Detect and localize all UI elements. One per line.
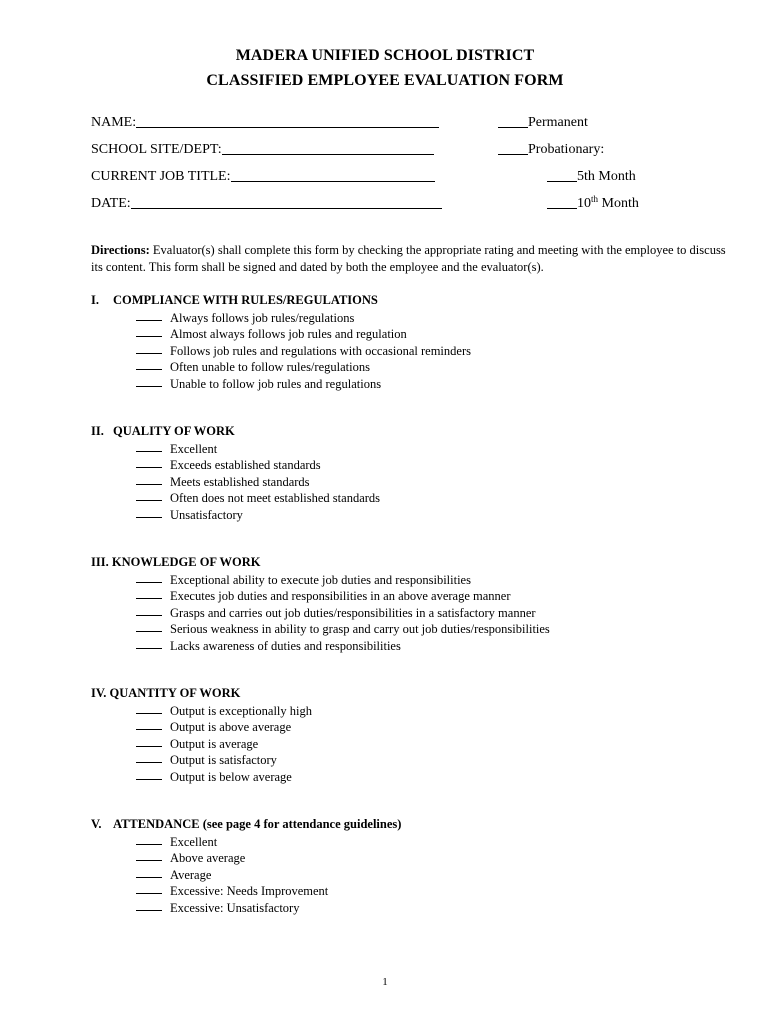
rating-blank[interactable] <box>136 718 162 730</box>
job-title-label: CURRENT JOB TITLE: <box>91 169 231 184</box>
date-label: DATE: <box>91 196 131 211</box>
tenth-month-word: Month <box>598 196 639 211</box>
date-blank[interactable] <box>131 194 442 209</box>
section-title: QUALITY OF WORK <box>113 424 235 438</box>
rating-label: Excessive: Unsatisfactory <box>170 900 300 915</box>
rating-label: Serious weakness in ability to grasp and carry out job duties/responsibilities <box>170 622 550 636</box>
rating-blank[interactable] <box>136 751 162 763</box>
rating-blank[interactable] <box>136 882 162 894</box>
rating-blank[interactable] <box>136 768 162 780</box>
rating-label: Output is satisfactory <box>170 753 277 767</box>
page-number: 1 <box>382 976 388 988</box>
section-number: III. <box>91 555 109 569</box>
section-quantity <box>91 685 731 784</box>
section-compliance <box>91 292 731 391</box>
rating-label: Output is above average <box>170 720 292 734</box>
section-title: COMPLIANCE WITH RULES/REGULATIONS <box>113 293 378 307</box>
rating-option[interactable] <box>91 309 731 326</box>
rating-blank[interactable] <box>136 620 162 632</box>
tenth-month-number: 10 <box>577 196 591 211</box>
rating-option[interactable] <box>91 718 731 735</box>
rating-label: Grasps and carries out job duties/responsibilities in a satisfactory manner <box>170 605 536 620</box>
rating-blank[interactable] <box>136 375 162 387</box>
rating-option[interactable] <box>91 489 731 506</box>
rating-blank[interactable] <box>136 833 162 845</box>
rating-blank[interactable] <box>136 440 162 452</box>
section-heading <box>91 685 731 702</box>
rating-option[interactable] <box>91 440 731 457</box>
rating-label: Exceeds established standards <box>170 458 321 472</box>
rating-blank[interactable] <box>136 637 162 649</box>
rating-label: Unsatisfactory <box>170 507 243 522</box>
rating-blank[interactable] <box>136 506 162 518</box>
rating-option[interactable] <box>91 735 731 752</box>
rating-option[interactable] <box>91 620 731 637</box>
job-title-blank[interactable] <box>231 167 435 182</box>
probationary-label: Probationary: <box>528 142 605 157</box>
rating-blank[interactable] <box>136 473 162 485</box>
rating-label: Average <box>170 867 212 882</box>
school-site-label: SCHOOL SITE/DEPT: <box>91 142 222 157</box>
section-heading <box>91 292 731 309</box>
rating-blank[interactable] <box>136 702 162 714</box>
name-field[interactable] <box>91 113 439 131</box>
section-heading <box>91 423 731 440</box>
rating-label: Exceptional ability to execute job duties and responsibilities <box>170 572 471 587</box>
section-number: IV. <box>91 686 107 700</box>
rating-option[interactable] <box>91 325 731 342</box>
rating-label: Always follows job rules/regulations <box>170 310 355 325</box>
permanent-option[interactable] <box>498 113 588 131</box>
rating-blank[interactable] <box>136 849 162 861</box>
rating-label: Output is below average <box>170 769 292 784</box>
name-blank[interactable] <box>136 113 439 128</box>
rating-blank[interactable] <box>136 489 162 501</box>
section-quality <box>91 423 731 522</box>
rating-option[interactable] <box>91 833 731 850</box>
job-title-field[interactable] <box>91 167 435 185</box>
rating-label: Excellent <box>170 441 218 456</box>
rating-blank[interactable] <box>136 358 162 370</box>
rating-blank[interactable] <box>136 456 162 468</box>
name-label: NAME: <box>91 115 137 130</box>
rating-label: Often does not meet established standards <box>170 491 381 505</box>
rating-option[interactable] <box>91 637 731 654</box>
directions-label: Directions: <box>91 243 150 257</box>
rating-blank[interactable] <box>136 735 162 747</box>
rating-label: Often unable to follow rules/regulations <box>170 360 370 374</box>
fifth-month-option[interactable] <box>547 167 636 185</box>
rating-option[interactable] <box>91 358 731 375</box>
rating-blank[interactable] <box>136 571 162 583</box>
rating-label: Excessive: Needs Improvement <box>170 884 329 898</box>
rating-label: Excellent <box>170 834 218 849</box>
permanent-blank[interactable] <box>498 113 528 128</box>
school-site-blank[interactable] <box>222 140 434 155</box>
rating-label: Unable to follow job rules and regulations <box>170 376 382 391</box>
section-title: ATTENDANCE (see page 4 for attendance guidelines) <box>113 817 402 831</box>
rating-blank[interactable] <box>136 342 162 354</box>
rating-label: Follows job rules and regulations with occasional reminders <box>170 343 471 358</box>
rating-option[interactable] <box>91 702 731 719</box>
section-heading <box>91 816 731 833</box>
rating-blank[interactable] <box>136 587 162 599</box>
section-attendance <box>91 816 731 915</box>
probationary-blank[interactable] <box>498 140 528 155</box>
rating-option[interactable] <box>91 849 731 866</box>
rating-option[interactable] <box>91 571 731 588</box>
section-number: V. <box>91 817 102 831</box>
rating-option[interactable] <box>91 506 731 523</box>
rating-option[interactable] <box>91 587 731 604</box>
rating-blank[interactable] <box>136 309 162 321</box>
rating-label: Above average <box>170 851 246 865</box>
district-title: MADERA UNIFIED SCHOOL DISTRICT <box>235 47 535 64</box>
rating-blank[interactable] <box>136 866 162 878</box>
rating-option[interactable] <box>91 768 731 785</box>
tenth-month-blank[interactable] <box>547 194 577 209</box>
section-title: KNOWLEDGE OF WORK <box>111 555 261 569</box>
section-heading <box>91 554 731 571</box>
directions-paragraph <box>91 242 731 275</box>
rating-option[interactable] <box>91 473 731 490</box>
rating-label: Lacks awareness of duties and responsibilities <box>170 638 401 653</box>
section-number: I. <box>91 293 99 307</box>
tenth-month-option[interactable] <box>547 194 639 212</box>
permanent-label: Permanent <box>528 115 588 130</box>
rating-option[interactable] <box>91 604 731 621</box>
section-knowledge <box>91 554 731 653</box>
rating-option[interactable] <box>91 342 731 359</box>
section-title: QUANTITY OF WORK <box>109 686 241 700</box>
rating-option[interactable] <box>91 882 731 899</box>
rating-option[interactable] <box>91 866 731 883</box>
rating-label: Almost always follows job rules and regulation <box>170 327 407 341</box>
school-site-field[interactable] <box>91 140 434 158</box>
fifth-month-blank[interactable] <box>547 167 577 182</box>
rating-blank[interactable] <box>136 325 162 337</box>
rating-option[interactable] <box>91 899 731 916</box>
rating-blank[interactable] <box>136 899 162 911</box>
rating-label: Output is exceptionally high <box>170 703 312 718</box>
rating-blank[interactable] <box>136 604 162 616</box>
probationary-option[interactable] <box>498 140 604 158</box>
form-title: CLASSIFIED EMPLOYEE EVALUATION FORM <box>206 72 564 89</box>
fifth-month-label: 5th Month <box>577 169 636 184</box>
rating-label: Output is average <box>170 736 259 751</box>
directions-text: Evaluator(s) shall complete this form by checking the appropriate rating and meeting with the employee to discuss its content. This form shall be signed and dated by both the employee and the evaluator(s). <box>91 243 726 274</box>
tenth-month-suffix: th <box>591 194 599 204</box>
rating-option[interactable] <box>91 751 731 768</box>
rating-label: Meets established standards <box>170 474 310 489</box>
rating-label: Executes job duties and responsibilities in an above average manner <box>170 589 511 603</box>
rating-option[interactable] <box>91 456 731 473</box>
date-field[interactable] <box>91 194 442 212</box>
rating-option[interactable] <box>91 375 731 392</box>
section-number: II. <box>91 424 104 438</box>
